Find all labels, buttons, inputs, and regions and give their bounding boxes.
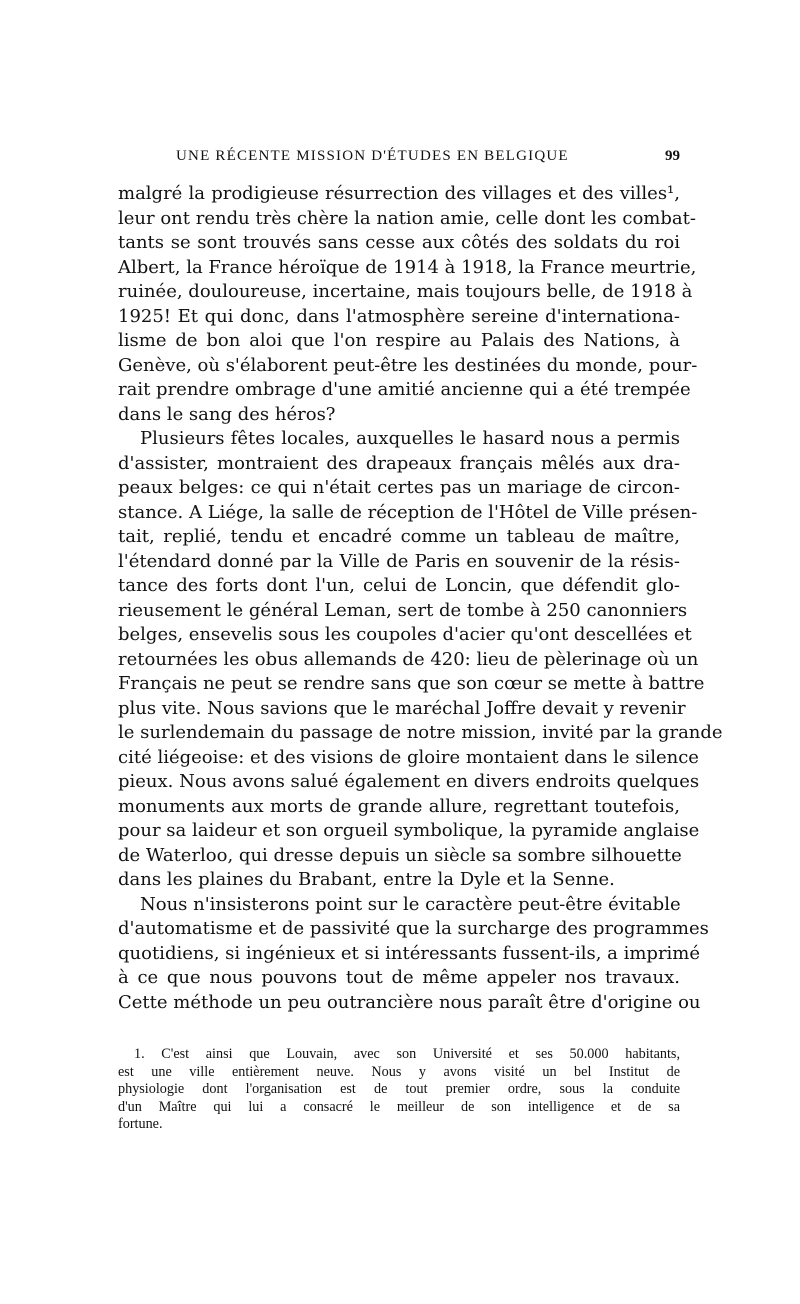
text-line: rait prendre ombrage d'une amitié ancienne qui a été trempée <box>118 379 691 400</box>
text-line: ruinée, douloureuse, incertaine, mais toujours belle, de 1918 à <box>118 281 693 302</box>
text-line: 1925! Et qui donc, dans l'atmosphère sereine d'internationa- <box>118 305 680 327</box>
page-number: 99 <box>665 148 680 164</box>
text-line: cité liégeoise: et des visions de gloire montaient dans le silence <box>118 746 699 768</box>
running-title: UNE RÉCENTE MISSION D'ÉTUDES EN BELGIQUE <box>176 148 569 164</box>
text-line: tance des forts dont l'un, celui de Loncin, que défendit glo- <box>118 575 680 596</box>
paragraph-start-line: Plusieurs fêtes locales, auxquelles le hasard nous a permis <box>140 428 680 449</box>
text-line: lisme de bon aloi que l'on respire au Palais des Nations, à <box>118 330 680 351</box>
text-line: tants se sont trouvés sans cesse aux côtés des soldats du roi <box>118 232 680 253</box>
running-head <box>118 148 680 172</box>
footnotes <box>118 1046 680 1134</box>
text-line: de Waterloo, qui dresse depuis un siècle sa sombre silhouette <box>118 844 682 866</box>
text-line: monuments aux morts de grande allure, regrettant toutefois, <box>118 795 680 817</box>
text-line: tait, replié, tendu et encadré comme un tableau de maître, <box>118 526 680 547</box>
text-line: Albert, la France héroïque de 1914 à 1918, la France meurtrie, <box>118 256 697 278</box>
text-line: Français ne peut se rendre sans que son cœur se mette à battre <box>118 673 705 694</box>
paragraph-start-line: Nous n'insisterons point sur le caractère peut-être évitable <box>140 893 681 915</box>
text-line: d'automatisme et de passivité que la surcharge des programmes <box>118 918 709 939</box>
text-line: retournées les obus allemands de 420: lieu de pèlerinage où un <box>118 648 699 670</box>
footnote-line: fortune. <box>118 1116 163 1132</box>
footnote-line: est une ville entièrement neuve. Nous y avons visité un bel Institut de <box>118 1063 680 1080</box>
footnote-line: 1. C'est ainsi que Louvain, avec son Université et ses 50.000 habitants, <box>134 1046 680 1062</box>
text-line: Cette méthode un peu outrancière nous paraît être d'origine ou <box>118 991 701 1013</box>
body-text <box>118 182 723 1015</box>
text-line: le surlendemain du passage de notre mission, invité par la grande <box>118 722 723 743</box>
text-line: dans le sang des héros? <box>118 403 336 425</box>
text-line: belges, ensevelis sous les coupoles d'acier qu'ont descellées et <box>118 624 692 645</box>
footnote-line: d'un Maître qui lui a consacré le meilleur de son intelligence et de sa <box>118 1098 680 1115</box>
text-line: malgré la prodigieuse résurrection des villages et des villes¹, <box>118 183 680 204</box>
text-line: plus vite. Nous savions que le maréchal Joffre devait y revenir <box>118 697 686 719</box>
footnote-line: physiologie dont l'organisation est de tout premier ordre, sous la conduite <box>118 1081 680 1097</box>
text-line: pour sa laideur et son orgueil symbolique, la pyramide anglaise <box>118 820 700 841</box>
text-line: stance. A Liége, la salle de réception de l'Hôtel de Ville présen- <box>118 501 698 523</box>
text-line: l'étendard donné par la Ville de Paris en souvenir de la résis- <box>118 550 680 572</box>
text-line: peaux belges: ce qui n'était certes pas un mariage de circon- <box>118 477 680 498</box>
text-line: rieusement le général Leman, sert de tombe à 250 canonniers <box>118 599 688 621</box>
text-line: pieux. Nous avons salué également en divers endroits quelques <box>118 771 700 792</box>
text-line: quotidiens, si ingénieux et si intéressants fussent-ils, a imprimé <box>118 942 701 964</box>
text-line: leur ont rendu très chère la nation amie, celle dont les combat- <box>118 207 696 229</box>
text-line: dans les plaines du Brabant, entre la Dyle et la Senne. <box>118 869 615 890</box>
text-line: à ce que nous pouvons tout de même appeler nos travaux. <box>118 967 680 988</box>
text-line: Genève, où s'élaborent peut-être les destinées du monde, pour- <box>118 354 698 376</box>
text-line: d'assister, montraient des drapeaux français mêlés aux dra- <box>118 452 680 474</box>
